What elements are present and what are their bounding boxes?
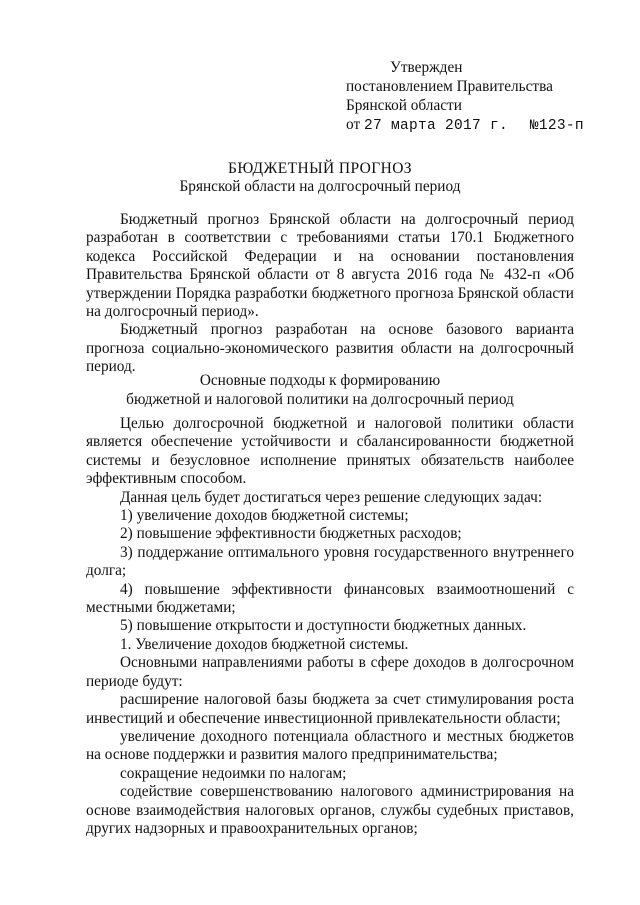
- body-section: [86, 415, 574, 838]
- direction-item: увеличение доходного потенциала областного и местных бюджетов на основе поддержки и развития малого предпринимательства;: [86, 727, 574, 764]
- intro-section: [86, 211, 574, 377]
- approval-line-3: Брянской области: [346, 97, 462, 114]
- direction-item: содействие совершенствованию налогового администрирования на основе взаимодействия налоговых органов, службы судебных приставов, других надзорных и правоохранительных органов;: [86, 783, 574, 837]
- task-item-1: 1) увеличение доходов бюджетной системы;: [120, 507, 409, 525]
- subsection-heading: 1. Увеличение доходов бюджетной системы.: [120, 635, 409, 653]
- approval-line-2: постановлением Правительства: [346, 78, 553, 95]
- section-heading: [0, 372, 640, 409]
- task-item-5: 5) повышение открытости и доступности бюджетных данных.: [120, 617, 527, 635]
- intro-paragraph-2: Бюджетный прогноз разработан на основе базового варианта прогноза социально-экономического развития области на долгосрочный период.: [86, 321, 574, 376]
- direction-item: расширение налоговой базы бюджета за счет стимулирования роста инвестиций и обеспечение инвестиционной привлекательности области;: [86, 691, 574, 727]
- approval-number: №123-п: [529, 118, 584, 134]
- section-heading-line-2: бюджетной и налоговой политики на долгосрочный период: [126, 390, 514, 408]
- body-paragraph: Данная цель будет достигаться через решение следующих задач:: [120, 488, 543, 506]
- section-heading-line-1: Основные подходы к формированию: [199, 372, 441, 389]
- document-subtitle: Брянской области на долгосрочный период: [179, 178, 461, 195]
- approval-date-line: [346, 115, 616, 136]
- intro-paragraph-1: Бюджетный прогноз Брянской области на долгосрочный период разработан в соответствии с требованиями статьи 170.1 Бюджетного кодекса Российской Федерации и на основании постановления Правительства Брянской области от 8 августа 2016 года № 432-п «Об утверждении Порядка разработки бюджетного прогноза Брянской области на долгосрочный период».: [86, 211, 574, 321]
- task-item-3: 3) поддержание оптимального уровня государственного внутреннего долга;: [86, 543, 574, 580]
- task-item-4: 4) повышение эффективности финансовых взаимоотношений с местными бюджетами;: [86, 580, 574, 617]
- approval-line-1: Утвержден: [390, 59, 463, 76]
- approval-stamp: [346, 58, 616, 136]
- direction-item: сокращение недоимки по налогам;: [120, 764, 347, 782]
- body-paragraph: Основными направлениями работы в сфере доходов в долгосрочном периоде будут:: [86, 654, 574, 690]
- body-paragraph: Целью долгосрочной бюджетной и налоговой политики области является обеспечение устойчивости и сбалансированности бюджетной системы и безусловное исполнение принятых обязательств наиболее эффективным способом.: [86, 415, 574, 488]
- document-title: БЮДЖЕТНЫЙ ПРОГНОЗ: [228, 160, 412, 177]
- task-item-2: 2) повышение эффективности бюджетных расходов;: [120, 525, 462, 543]
- approval-date-prefix: от: [346, 116, 361, 133]
- approval-date: 27 марта 2017 г.: [363, 118, 508, 134]
